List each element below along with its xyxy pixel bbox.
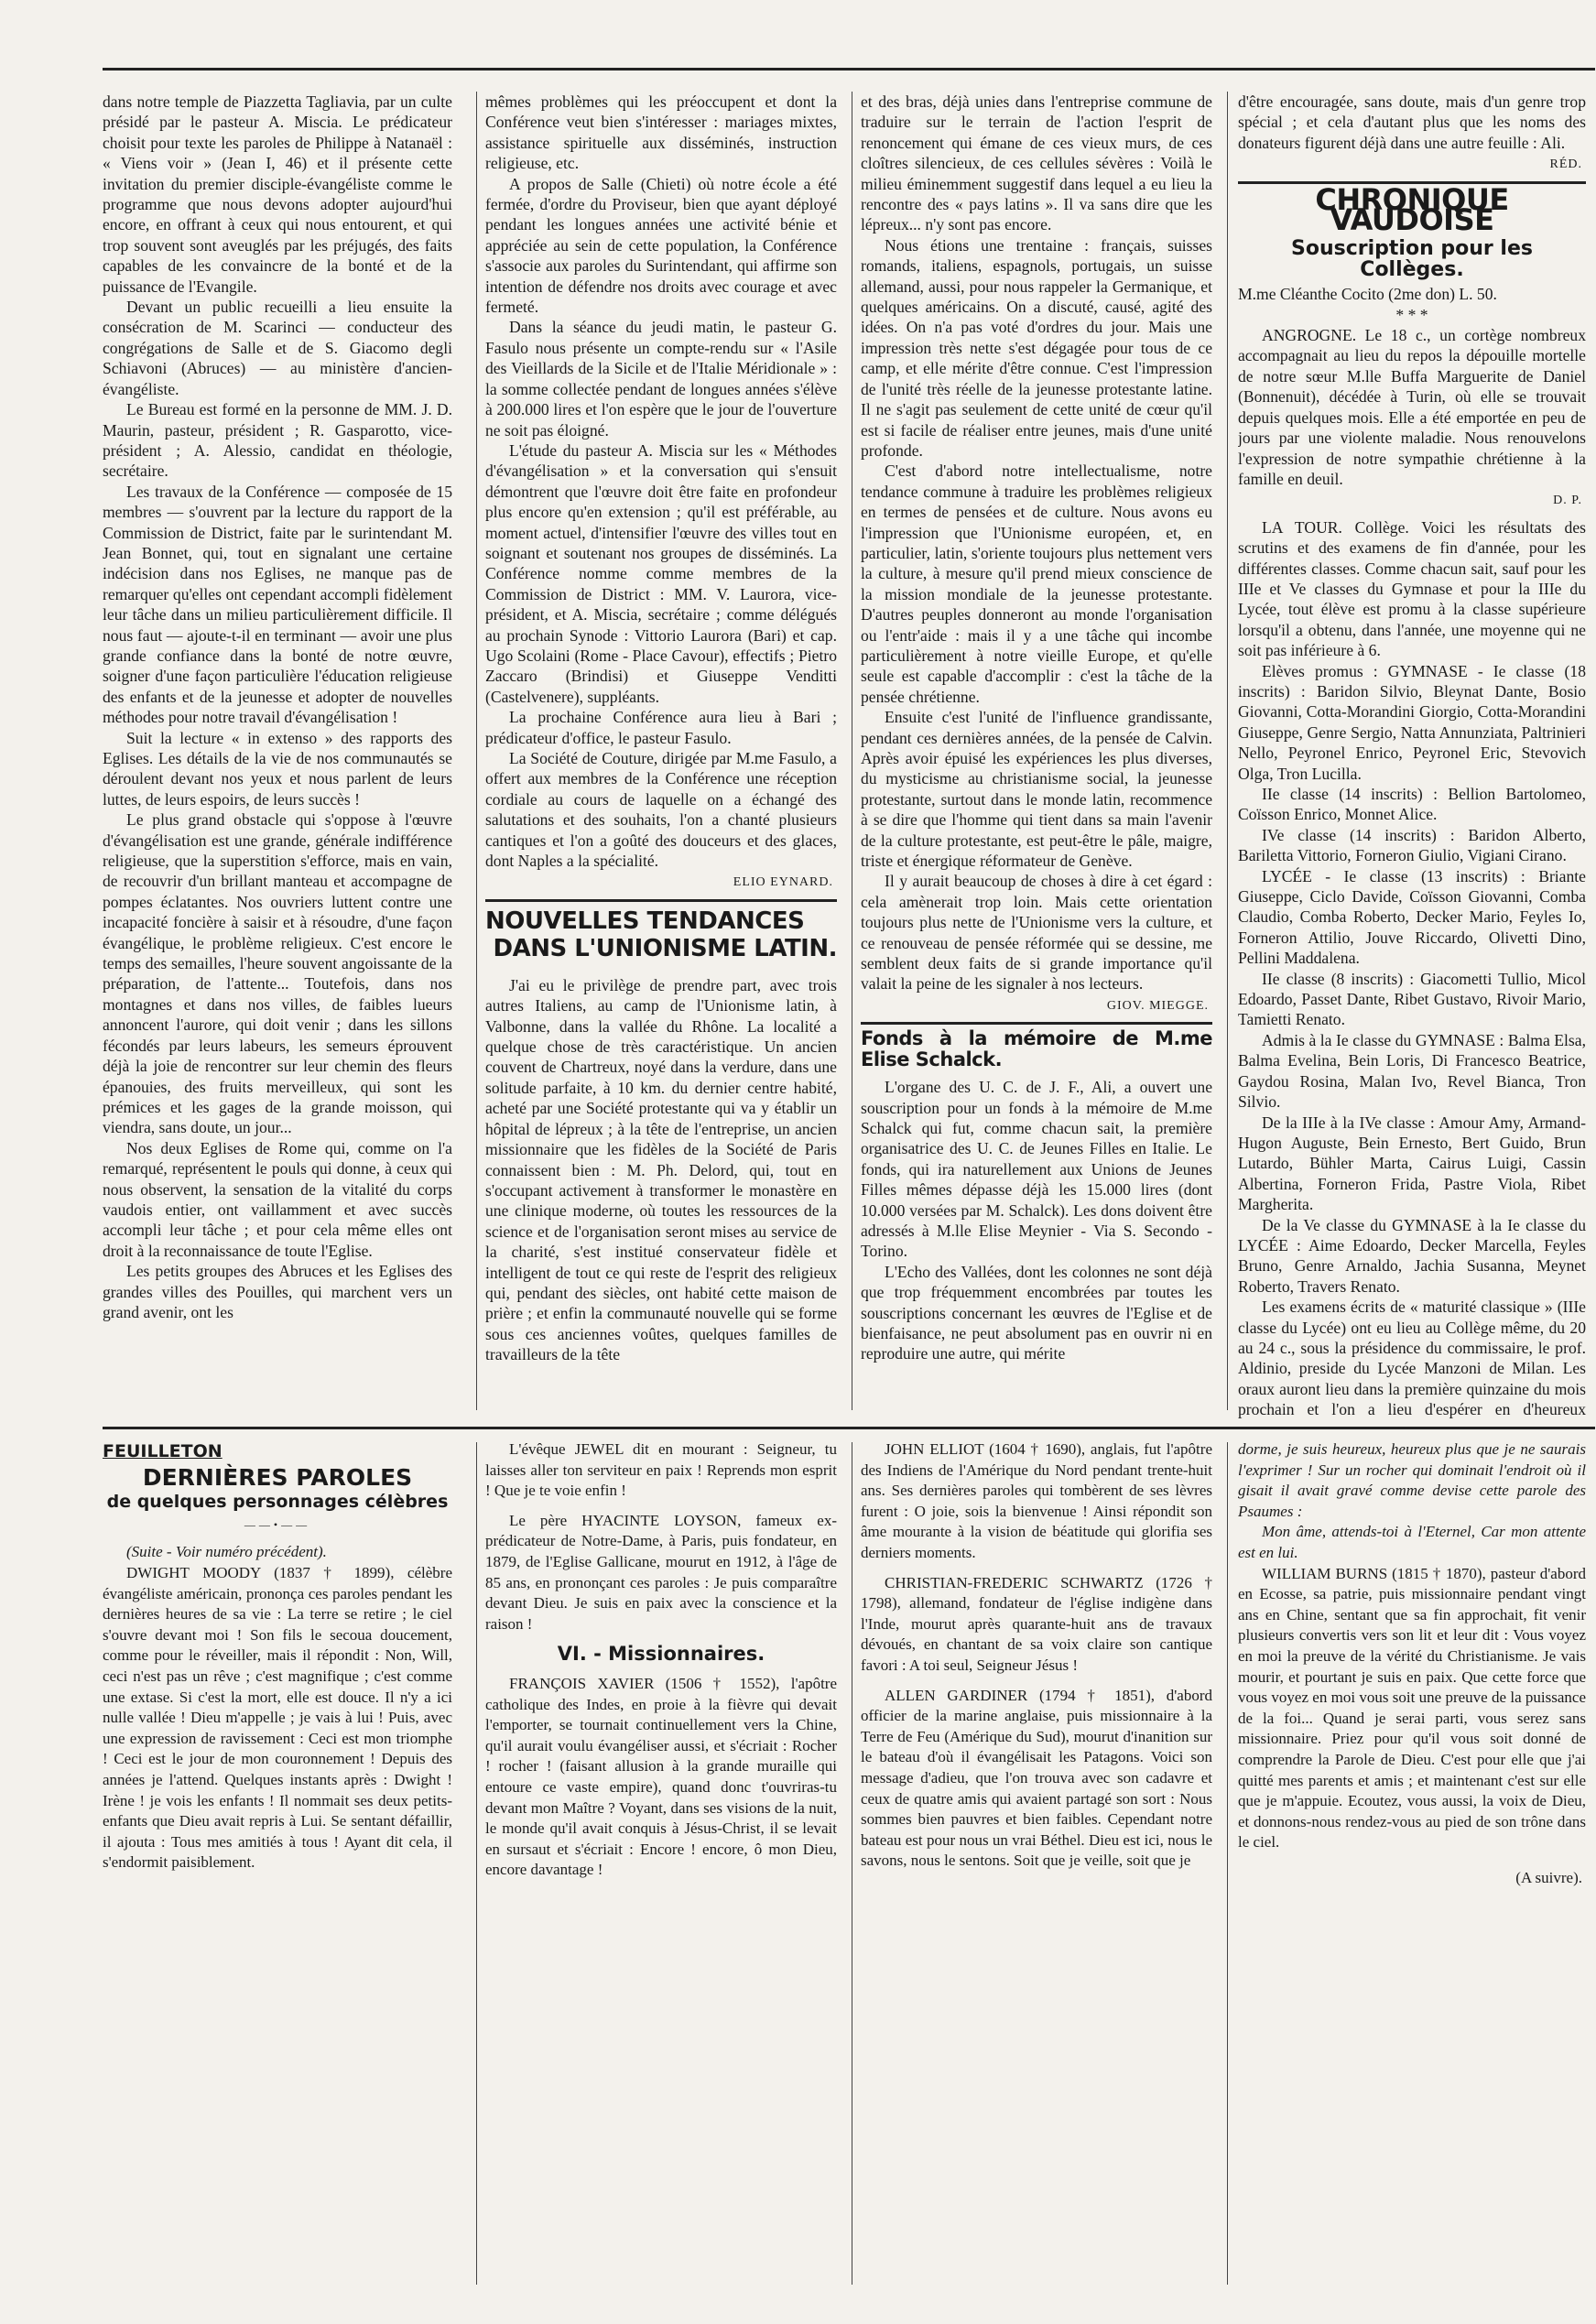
feuilleton-paragraph: L'évêque JEWEL dit en mourant : Seigneur, tu laisses aller ton serviteur en paix ! Reprends mon esprit ! Que je te voie enfin ! [485,1440,837,1500]
column-4 [1238,92,1586,1421]
article-paragraph: De la Ve classe du GYMNASE à la Ie classe du LYCÉE : Aime Edoardo, Decker Marcella, Feyles Bruno, Genre Arnaldo, Jachia Susanna, Meynet Roberto, Travers Renato. [1238,1215,1586,1296]
article-paragraph: dans notre temple de Piazzetta Tagliavia, par un culte présidé par le pasteur A. Miscia. Le prédicateur choisit pour texte les paroles de Philippe à Natanaël : « Viens voir » (Jean I, 46) et il présente cette invitation du premier disciple-évangéliste comme le programme que nous devons adopter aujourd'hui encore, en offrant à ceux qui nous entourent, et qui trop souvent sont aveuglés par les préjugés, des faits capables de les convaincre de la bonté et de la puissance de l'Evangile. [103,92,452,296]
article-paragraph: A propos de Salle (Chieti) où notre école a été fermée, d'ordre du Proviseur, bien que ayant déployé pendant les longues années une activité bénie et appréciée au sein de cette population, la Conférence s'associe aux paroles du Surintendant, qui affirme son intention de défendre nos droits avec courage et avec fermeté. [485,174,837,317]
article-heading [485,907,837,962]
article-paragraph: LYCÉE - Ie classe (13 inscrits) : Briante Giuseppe, Ciclo Davide, Coïsson Giovanni, Comba Claudio, Comba Roberto, Decker Mario, Feyles Io, Forneron Attilio, Jouve Riccardo, Olivetti Dino, Pellini Maddalena. [1238,866,1586,968]
ornament: ——•—— [244,1517,311,1531]
a-suivre: (A suivre). [1515,1868,1582,1886]
feuilleton-paragraph: dorme, je suis heureux, heureux plus que je ne saurais l'exprimer ! Sur un rocher qui dominait l'endroit où il gisait il avait gravé comme devise cette parole des Psaumes : [1238,1440,1586,1520]
article-paragraph: Nous étions une trentaine : français, suisses romands, italiens, espagnols, portugais, un suisse allemand, aussi, pour nous rappeler la Germanique, et quelques américains. On a discuté, causé, agité des idées. On n'a pas voté d'ordres du jour. Mais une impression très nette s'est dégagée pour tous de ce camp, et elle mérite d'être connue. C'est l'impression de l'unité très réelle de la jeunesse protestante latine. Il ne s'agit pas seulement de cette unité de cœur qu'il est si facile de réaliser entre jeunes, mais d'une unité profonde. [861,235,1212,460]
section-divider [861,1022,1212,1025]
article-paragraph: Il y aurait beaucoup de choses à dire à cet égard : cela amènerait trop loin. Mais cette orientation toujours plus nette de l'Unionisme vers la culture, et ce renouveau de pensée réformée qui se dessine, me semblent deux faits de si grande importance qu'il valait la peine de les signaler à nos lecteurs. [861,872,1212,994]
feuilleton-paragraph: WILLIAM BURNS (1815 † 1870), pasteur d'abord en Ecosse, sa patrie, puis missionnaire pendant vingt ans en Chine, sentant que sa fin approchait, fit venir plusieurs convertis vers son lit et leur dit : Vous voyez en moi la preuve de la vérité du Christianisme. Je vais mourir, et pourtant je suis en paix. Que cette force que vous voyez en moi vous soit une preuve de la puissance de la foi... Quand je serai parti, vous serez sans missionnaire. Priez pour qu'il vous soit donné de comprendre la Parole de Dieu. C'est pour elle que j'ai quitté mes parents et amis ; et maintenant c'est sur elle que je m'appuie. Ecoutez, vous aussi, la voix de Dieu, et donnons-nous rendez-vous au pied de son trône dans le ciel. [1238,1564,1586,1852]
article-paragraph: Ensuite c'est l'unité de l'influence grandissante, pendant ces dernières années, de la pensée de Calvin. Après avoir épuisé les expériences les plus diverses, du mysticisme au christianisme social, la jeunesse protestante, surtout dans le monde latin, recommence à se dire que l'homme qui tient dans sa main l'avenir de la culture protestante, est peut-être le pâle, maigre, triste et énergique réformateur de Genève. [861,708,1212,871]
section-heading: CHRONIQUE VAUDOISE [1315,181,1509,238]
feuilleton-title: DERNIÈRES PAROLES [142,1463,413,1491]
column-3 [861,92,1212,1421]
feuilleton-paragraph: ALLEN GARDINER (1794 † 1851), d'abord officier de la marine anglaise, puis missionnaire à la Terre de Feu (Amérique du Sud), mourut d'inanition sur le bateau d'où il évangélisait les Patagons. Voici son message d'adieu, que l'on trouva avec son cadavre et ceux de quatre amis qui avaient partagé son sort : Nous sommes bien pauvres et bien faibles. Cependant notre bateau est pour nous un vrai Béthel. Dieu est ici, nous le savons, nous le sentons. Soit que je veille, soit que je [861,1686,1212,1870]
feuilleton-column-2 [485,1439,837,2300]
feuilleton-paragraph: Le père HYACINTE LOYSON, fameux ex-prédicateur de Notre-Dame, à Paris, puis fondateur, en 1879, de l'Eglise Gallicane, mourut en 1912, à l'âge de 85 ans, en prononçant ces paroles : Je puis comparaître devant Dieu. Je suis en paix avec la conscience et la raison ! [485,1511,837,1633]
article-paragraph: La Société de Couture, dirigée par M.me Fasulo, a offert aux membres de la Conférence une réception cordiale au cours de laquelle on a échangé des salutations et des souhaits, l'on a chanté plusieurs cantiques et l'on a goûté des douceurs et des glaces, dont Naples a la spécialité. [485,749,837,871]
feuilleton-paragraph: JOHN ELLIOT (1604 † 1690), anglais, fut l'apôtre des Indiens de l'Amérique du Nord pendant trente-huit ans. Ses dernières paroles qui tombèrent de ses lèvres furent : O joie, sois la bienvenue ! Ainsi répondit son âme mourante à la vision de béatitude qui glorifia ses derniers moments. [861,1440,1212,1561]
article-paragraph: La prochaine Conférence aura lieu à Bari ; prédicateur d'office, le pasteur Fasulo. [485,708,837,747]
article-paragraph: IIe classe (8 inscrits) : Giacometti Tullio, Micol Edoardo, Passet Dante, Ribet Gustavo, Rivoir Mario, Tamietti Renato. [1238,969,1586,1029]
heading-line-2: DANS L'UNIONISME LATIN. [493,934,837,962]
article-paragraph: Suit la lecture « in extenso » des rapports des Eglises. Les détails de la vie de nos communautés se déroulent devant nos yeux et nous parlent de leurs luttes, de leurs espoirs, de leurs succès ! [103,728,452,809]
feuilleton-subtitle: de quelques personnages célèbres [106,1492,449,1513]
article-paragraph: ANGROGNE. Le 18 c., un cortège nombreux accompagnait au lieu du repos la dépouille mortelle de notre sœur M.lle Buffa Marguerite de Daniel (Bonnenuit), décédée à Turin, où elle se trouvait depuis quelques mois. Elle a été emportée en peu de jours par une violente maladie. Nous renouvelons l'expression de notre sympathie chrétienne à la famille en deuil. [1238,326,1586,488]
section-divider [485,899,837,902]
article-paragraph: Les travaux de la Conférence — composée de 15 membres — s'ouvrent par la lecture du rapport de la Commission de District, faite par le surintendant M. Jean Bonnet, qui, tout en signalant une certaine indécision dans nos Eglises, ne manque pas de remarquer qu'elles ont cependant accompli fidèlement leur tâche dans un milieu particulièrement difficile. Il nous faut — ajoute-t-il en terminant — avoir une plus grande confiance dans la bonté de notre œuvre, soigner d'une façon particulière l'éducation religieuse des enfants et de la jeunesse et adopter de nouvelles méthodes pour notre travail d'évangélisation ! [103,482,452,727]
article-paragraph: J'ai eu le privilège de prendre part, avec trois autres Italiens, au camp de l'Unionisme latin, à Valbonne, dans la vallée du Rhône. La localité a quelque chose de très caractéristique. Un ancien couvent de Chartreux, noyé dans la verdure, dans une solitude parfaite, à 10 km. du dernier centre habité, acheté par une Société protestante qui va y établir un hôpital de lépreux ; à la tête de l'entreprise, un ancien missionnaire que les fidèles de la Société de Paris connaissent bien : M. Ph. Delord, qui, tout en s'occupant activement à transformer le monastère en une clinique moderne, où toutes les ressources de la science et de l'organisation seront mises au service de la charité, s'est institué conservateur fidèle et intelligent de tout ce qui reste de l'esprit des religieux qui, pendant des siècles, ont habité cette maison de prière ; et enfin la communauté nouvelle qui se forme sous ces anciennes voûtes, quelques familles de travailleurs de la tête [485,975,837,1364]
article-paragraph: C'est d'abord notre intellectualisme, notre tendance commune à traduire les problèmes religieux en termes de pensées et de culture. Nous avons eu l'impression que l'Unionisme européen, et, en particulier, latin, s'oriente toujours plus nettement vers la culture, à mesure qu'il prend mieux conscience de la mission mondiale de la jeunesse protestante. D'autres peuples donneront au monde l'organisation ou l'entr'aide : mais il y a une tâche qui incombe particulièrement à notre vieille Europe, et qu'elle seule est capable d'accomplir : c'est la tâche de la pensée chrétienne. [861,462,1212,706]
signature: RÉD. [1549,157,1582,172]
signature: GIOV. MIEGGE. [1106,998,1209,1013]
feuilleton-column-3 [861,1439,1212,2300]
feuilleton-paragraph: DWIGHT MOODY (1837 † 1899), célèbre évangéliste américain, prononça ces paroles pendant les dernières heures de sa vie : La terre se retire ; le ciel s'ouvre devant moi ! Son fils le secoua doucement, comme pour le réveiller, mais il répondit : Non, Will, ceci n'est pas un rêve ; c'est magnifique ; c'est comme une extase. Si c'est la mort, elle est douce. Il n'y a ici nulle vallée ! Dieu m'appelle ; je vais à lui ! Puis, avec une expression de ravissement : Ceci est mon triomphe ! Ceci est le jour de mon couronnement ! Depuis des années je l'attend. Quelques instants après : Dwight ! Irène ! je vois les enfants ! Il nommait ses deux petits-enfants que Dieu avait repris à Lui. Se sentant défaillir, il ajouta : Tous mes amitiés à tous ! Ayant dit cela, il s'endormit paisiblement. [103,1563,452,1872]
article-paragraph: Elèves promus : GYMNASE - Ie classe (18 inscrits) : Baridon Silvio, Bleynat Dante, Bosio Giovanni, Cotta-Morandini Giorgio, Cotta-Morandini Giuseppe, Genre Sergio, Natta Annunziata, Paltrinieri Nello, Peyronel Enrico, Peyronel Eric, Stevovich Olga, Tron Lucilla. [1238,661,1586,783]
feuilleton-section-heading: VI. - Missionnaires. [557,1643,765,1666]
feuilleton-column-4 [1238,1439,1586,2300]
psalm-quote: Mon âme, attends-toi à l'Eternel, Car mon attente est en lui. [1238,1523,1586,1561]
article-paragraph: et des bras, déjà unies dans l'entreprise commune de traduire sur le terrain de l'action l'esprit de renoncement qui émane de ces vieux murs, de ces cloîtres silencieux, de ces cellules sévères : Voilà le milieu éminemment suggestif dans lequel a eu lieu la rencontre des « pays latins ». Il va sans dire que les lépreux... n'y sont pas encore. [861,92,1212,234]
signature: D. P. [1553,494,1582,508]
signature: ELIO EYNARD. [733,875,833,890]
feuilleton-paragraph: CHRISTIAN-FREDERIC SCHWARTZ (1726 † 1798), allemand, fondateur de l'église indigène dans l'Inde, mourut après quarante-huit ans de travaux dévoués, en chantant de sa voix claire son cantique favori : A toi seul, Seigneur Jésus ! [861,1573,1212,1674]
article-paragraph: LA TOUR. Collège. Voici les résultats des scrutins et des examens de fin d'année, pour les différentes classes. Comme chacun sait, sauf pour les IIIe et Ve classes du Gymnase et pour la IIIe du Lycée, tout élève est promu à la classe supérieure lorsqu'il a obtenu, dans l'année, une moyenne qui ne soit pas inférieure à 6. [1238,517,1586,660]
suite-note: (Suite - Voir numéro précédent). [126,1543,327,1561]
subscription-line: M.me Cléanthe Cocito (2me don) L. 50. [1238,285,1497,304]
article-paragraph: Dans la séance du jeudi matin, le pasteur G. Fasulo nous présente un compte-rendu sur « l'Asile des Vieillards de la Sicile et de l'Italie Méridionale » : la somme collectée pendant de longues années s'élève à 200.000 lires et l'on espère que le jour de l'ouverture ne soit pas éloigné. [485,318,837,440]
article-paragraph: mêmes problèmes qui les préoccupent et dont la Conférence veut bien s'intéresser : mariages mixtes, assistance spirituelle aux disséminés, instruction religieuse, etc. [485,92,837,173]
article-paragraph: L'étude du pasteur A. Miscia sur les « Méthodes d'évangélisation » et la conversation qui s'ensuit démontrent que l'œuvre doit être faite en profondeur plus encore qu'en extension ; qu'il est préférable, au moment actuel, d'intensifier l'œuvre des villes tout en soignant et soutenant nos groupes de disséminés. La Conférence nomme comme membres de la Commission de District : MM. V. Laurora, vice-président, et A. Miscia, secrétaire ; comme délégués au prochain Synode : Vittorio Laurora (Bari) et cap. Ugo Scolaini (Rome - Place Cavour), effectifs ; Pietro Zaccaro (Brindisi) et Giuseppe Venditti (Castelvenere), suppléants. [485,440,837,706]
article-paragraph: d'être encouragée, sans doute, mais d'un genre trop spécial ; et cela d'autant plus que les noms des donateurs figurent déjà dans une autre feuille : Ali. [1238,92,1586,152]
heading-line-1: NOUVELLES TENDANCES [485,907,805,935]
article-paragraph: IVe classe (14 inscrits) : Baridon Alberto, Bariletta Vittorio, Forneron Giulio, Vigiani Cirano. [1238,825,1586,865]
article-paragraph: L'Echo des Vallées, dont les colonnes ne sont déjà que trop fréquemment encombrées par toutes les souscriptions concernant les œuvres de l'Eglise et de bienfaisance, ne peut absolument pas en ouvrir ni en reproduire une autre, qui mérite [861,1262,1212,1363]
article-paragraph: Les petits groupes des Abruces et les Eglises des grandes villes des Pouilles, qui marchent vers un grand avenir, ont les [103,1262,452,1321]
column-rule [1227,1442,1228,2285]
feuilleton-rule [103,1427,1595,1429]
top-rule [103,68,1595,71]
column-rule [476,92,477,1410]
article-paragraph: Les examens écrits de « maturité classique » (IIIe classe du Lycée) ont eu lieu au Collège même, du 20 au 24 c., sous la présidence du commissaire, le prof. Aldinio, preside du Lycée Manzoni de Milan. Les oraux auront lieu dans la première quinzaine du mois prochain et l'on a lieu d'espérer en d'heureux [1238,1298,1586,1419]
article-paragraph: Nos deux Eglises de Rome qui, comme on l'a remarqué, représentent le pouls qui donne, à ceux qui nous observent, la sensation de la vitalité du corps vaudois entier, ont vaillamment et avec succès accompli leur tâche ; et pour cela même elles ont droit à la reconnaissance de toute l'Eglise. [103,1138,452,1260]
column-rule [476,1442,477,2285]
feuilleton-paragraph: FRANÇOIS XAVIER (1506 † 1552), l'apôtre catholique des Indes, en proie à la fièvre qui devait l'emporter, se tournait continuellement vers la Chine, qu'il aurait voulu évangéliser aussi, et s'écriait : Rocher ! rocher ! (faisant allusion à la grande muraille qui entoure ce vaste empire), quand donc t'ouvriras-tu devant mon Maître ? Voyant, dans ses visions de la nuit, le monde qu'il avait conquis à Jésus-Christ, il se levait en sursaut et s'écriait : Encore ! encore, ô mon Dieu, encore davantage ! [485,1674,837,1879]
article-paragraph: L'organe des U. C. de J. F., Ali, a ouvert une souscription pour un fonds à la mémoire de M.me Schalck qui fut, comme chacun sait, la première organisatrice des U. C. de Jeunes Filles en Italie. Le fonds, qui ira naturellement aux Unions de Jeunes Filles mêmes dépasse déjà les 15.000 lires (dont 10.000 versées par M. Schalck). Les dons doivent être adressés à M.lle Elise Meynier - Via S. Secondo - Torino. [861,1078,1212,1261]
article-heading: Fonds à la mémoire de M.me Elise Schalck. [861,1027,1212,1070]
article-paragraph: Le plus grand obstacle qui s'oppose à l'œuvre d'évangélisation est une grande, générale indifférence religieuse, que la superstition s'efforce, mais en vain, de recouvrir d'un brillant manteau et accompagne de pompes éclatantes. Nos ouvriers luttent contre une incapacité foncière à saisir et à résoudre, d'une façon évangélique, le problème religieux. C'est encore le temps des semailles, l'heure souvent angoissante de la préparation, de l'attente... Toutefois, dans nos montagnes et dans nos villes, de faibles lueurs annoncent l'aurore, qui doit venir ; dans les sillons fécondés par leurs labeurs, les semeurs éprouvent déjà la joie de rencontrer sur leur chemin des fleurs épanouies, des fruits merveilleux, qui sont les prémices et les gages de la grande moisson, qui viendra, sans doute, un jour... [103,810,452,1137]
feuilleton-column-1 [103,1439,452,2300]
separator-stars: * * * [1395,305,1428,324]
column-1 [103,92,452,1421]
article-paragraph: IIe classe (14 inscrits) : Bellion Bartolomeo, Coïsson Enrico, Monnet Alice. [1238,785,1586,824]
column-rule [1227,92,1228,1410]
subsection-heading: Souscription pour les Collèges. [1291,237,1533,281]
article-paragraph: Devant un public recueilli a lieu ensuite la consécration de M. Scarinci — conducteur des congrégations de Salle et de S. Giacomo degli Schiavoni (Abruces) — au ministère d'ancien-évangéliste. [103,298,452,398]
article-paragraph: Admis à la Ie classe du GYMNASE : Balma Elsa, Balma Evelina, Bein Loris, Di Francesco Beatrice, Gaydou Rosina, Malan Ivo, Revel Bianca, Tron Silvio. [1238,1030,1586,1112]
feuilleton-label: FEUILLETON [103,1441,223,1461]
column-2 [485,92,837,1421]
article-paragraph: De la IIIe à la IVe classe : Amour Amy, Armand-Hugon Auguste, Bein Ernesto, Bert Guido, Brun Lutardo, Bühler Marta, Cairus Luigi, Cassin Albertina, Forneron Frida, Pastre Viola, Ribet Margherita. [1238,1113,1586,1214]
article-paragraph: Le Bureau est formé en la personne de MM. J. D. Maurin, pasteur, président ; R. Gasparotto, vice-président ; A. Alessio, candidat en théologie, secrétaire. [103,400,452,481]
